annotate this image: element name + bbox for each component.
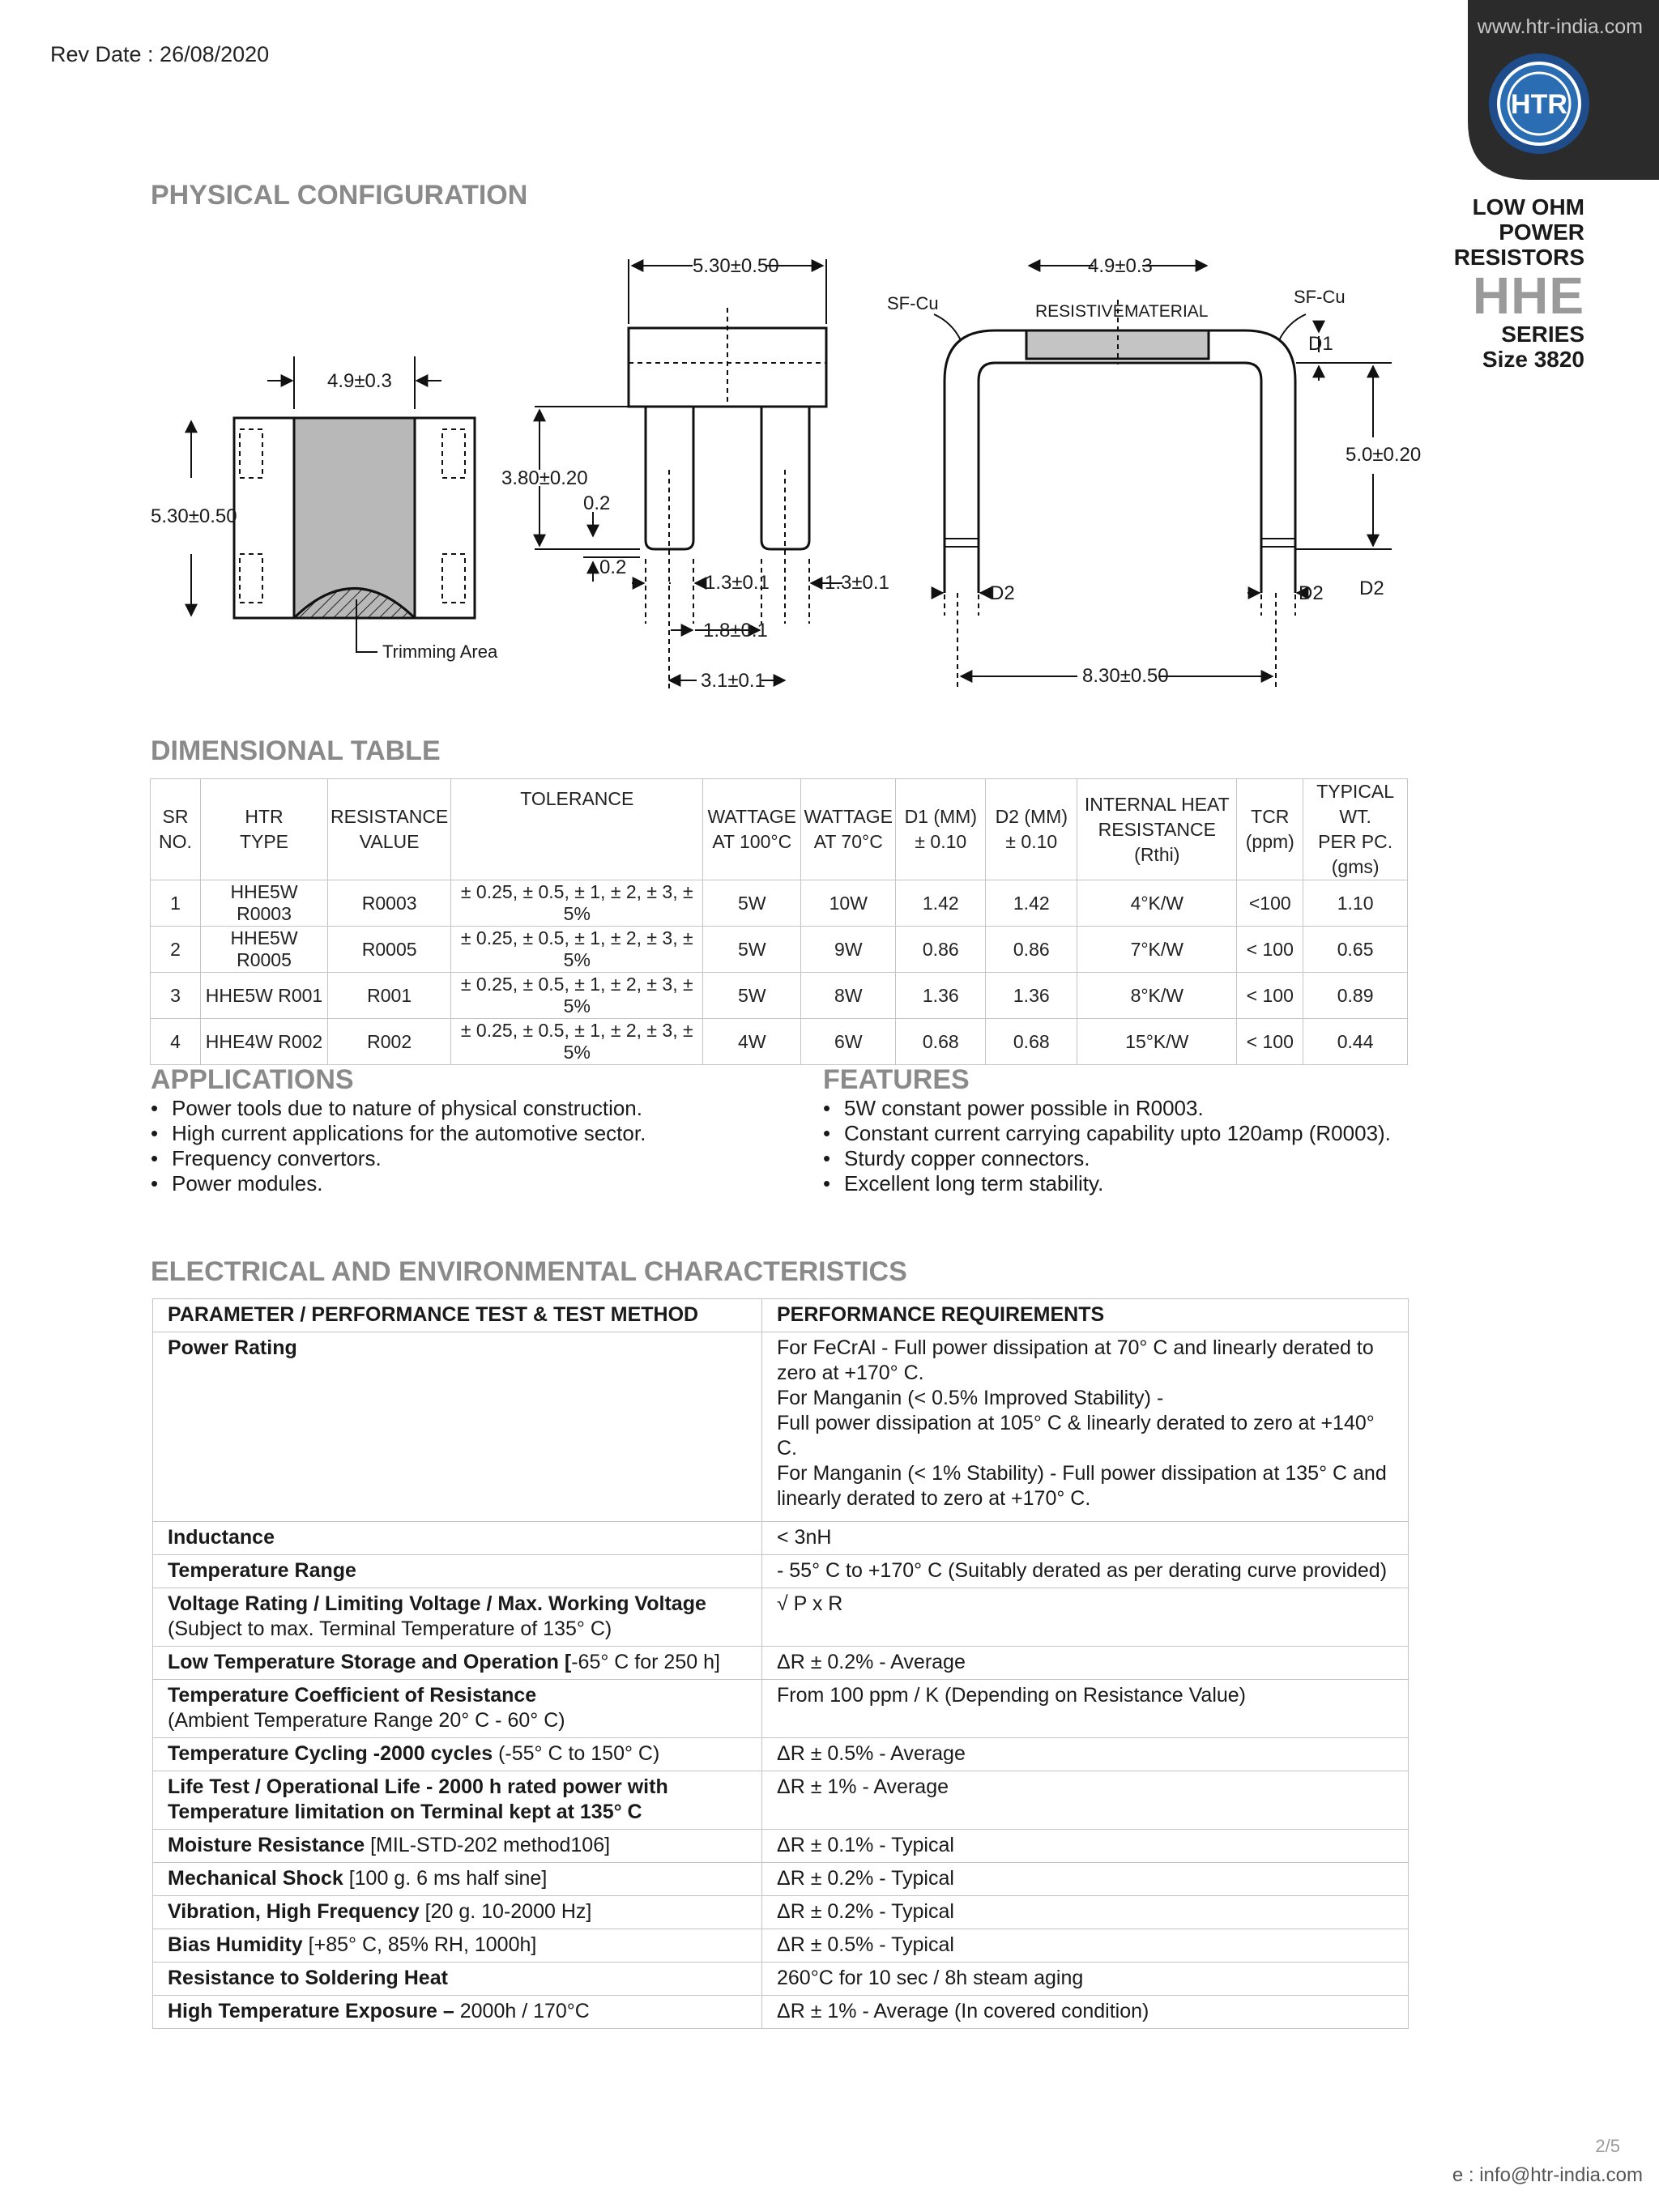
- table-row: [153, 1996, 1409, 2029]
- param-cell: High Temperature Exposure – 2000h / 170°C: [153, 1996, 762, 2029]
- req-cell: ΔR ± 0.5% - Typical: [762, 1929, 1409, 1963]
- cell: 0.86: [896, 927, 986, 973]
- lead-pitch-label: 1.8±0.1: [703, 620, 768, 641]
- req-cell: ΔR ± 1% - Average (In covered condition): [762, 1996, 1409, 2029]
- lead-span-label: 3.1±0.1: [701, 670, 766, 692]
- cell: 6W: [801, 1019, 896, 1065]
- side-width-label: 5.30±0.50: [693, 255, 779, 277]
- front-width-label: 4.9±0.3: [1088, 255, 1153, 277]
- cell: ± 0.25, ± 0.5, ± 1, ± 2, ± 3, ± 5%: [451, 973, 703, 1019]
- req-cell: ΔR ± 0.5% - Average: [762, 1738, 1409, 1771]
- cell: HHE5W R0003: [201, 880, 328, 927]
- table-row: [153, 1771, 1409, 1830]
- electrical-title: ELECTRICAL AND ENVIRONMENTAL CHARACTERISTICS: [151, 1256, 907, 1287]
- param-header: PARAMETER / PERFORMANCE TEST & TEST METHOD: [153, 1299, 762, 1332]
- col-resistance: RESISTANCE VALUE: [328, 779, 451, 880]
- param-cell: Moisture Resistance [MIL-STD-202 method106]: [153, 1830, 762, 1863]
- cell: 0.44: [1303, 1019, 1408, 1065]
- cell: ± 0.25, ± 0.5, ± 1, ± 2, ± 3, ± 5%: [451, 927, 703, 973]
- page-number: 2/5: [1595, 2136, 1620, 2156]
- trimming-area-label: Trimming Area: [382, 641, 498, 662]
- cell: 7°K/W: [1077, 927, 1237, 973]
- gap-top-label: 0.2: [583, 492, 611, 514]
- resistive-label: RESISTIVE: [1035, 302, 1124, 321]
- d2-left-label: D2: [990, 582, 1015, 604]
- col-wattage-70: WATTAGE AT 70°C: [801, 779, 896, 880]
- contact-email: e : info@htr-india.com: [1452, 2164, 1643, 2186]
- list-item: • Constant current carrying capability upto 120amp (R0003).: [823, 1121, 1552, 1146]
- cell: ± 0.25, ± 0.5, ± 1, ± 2, ± 3, ± 5%: [451, 1019, 703, 1065]
- website-url: www.htr-india.com: [1477, 15, 1643, 38]
- table-row: [153, 1830, 1409, 1863]
- cell: < 100: [1237, 1019, 1303, 1065]
- req-cell: ΔR ± 1% - Average: [762, 1771, 1409, 1830]
- cell: 1.36: [986, 973, 1077, 1019]
- front-span-label: 8.30±0.50: [1082, 665, 1169, 687]
- col-d2: D2 (MM) ± 0.10: [986, 779, 1077, 880]
- applications-list: [151, 1096, 815, 1196]
- lead-width-1-label: 1.3±0.1: [705, 572, 770, 594]
- col-d1: D1 (MM) ± 0.10: [896, 779, 986, 880]
- col-type: HTR TYPE: [201, 779, 328, 880]
- req-cell: - 55° C to +170° C (Suitably derated as per derating curve provided): [762, 1555, 1409, 1588]
- cell: 15°K/W: [1077, 1019, 1237, 1065]
- param-cell: Inductance: [153, 1522, 762, 1555]
- applications-title: APPLICATIONS: [151, 1064, 354, 1095]
- cell: 5W: [703, 927, 801, 973]
- col-heat-resistance: INTERNAL HEAT RESISTANCE (Rthi): [1077, 779, 1237, 880]
- svg-text:HTR: HTR: [1511, 89, 1567, 120]
- param-cell: Mechanical Shock [100 g. 6 ms half sine]: [153, 1863, 762, 1896]
- list-item: • Frequency convertors.: [151, 1146, 815, 1171]
- front-height-label: 5.0±0.20: [1346, 444, 1422, 466]
- req-cell: < 3nH: [762, 1522, 1409, 1555]
- list-item: • Sturdy copper connectors.: [823, 1146, 1552, 1171]
- list-item: • Power tools due to nature of physical construction.: [151, 1096, 815, 1121]
- table-header-row: [153, 1299, 1409, 1332]
- top-height-label: 5.30±0.50: [151, 505, 237, 527]
- series-name: HHE: [1472, 266, 1584, 325]
- cell: ± 0.25, ± 0.5, ± 1, ± 2, ± 3, ± 5%: [451, 880, 703, 927]
- table-row: [153, 1647, 1409, 1680]
- cell: HHE5W R0005: [201, 927, 328, 973]
- cell: R002: [328, 1019, 451, 1065]
- cell: 8°K/W: [1077, 973, 1237, 1019]
- cell: HHE5W R001: [201, 973, 328, 1019]
- d1-label: D1: [1308, 333, 1333, 355]
- physical-configuration-drawing: [0, 0, 1659, 713]
- series-line-1: LOW OHM: [1472, 194, 1584, 219]
- cell: 0.89: [1303, 973, 1408, 1019]
- param-cell: Temperature Cycling -2000 cycles (-55° C to 150° C): [153, 1738, 762, 1771]
- table-row: [153, 1896, 1409, 1929]
- list-item: • Excellent long term stability.: [823, 1171, 1552, 1196]
- table-row: [153, 1555, 1409, 1588]
- param-cell: Low Temperature Storage and Operation [-65° C for 250 h]: [153, 1647, 762, 1680]
- req-cell: ΔR ± 0.2% - Typical: [762, 1896, 1409, 1929]
- col-sr: SR NO.: [151, 779, 201, 880]
- req-cell: For FeCrAl - Full power dissipation at 70° C and linearly derated to zero at +170° C. For Manganin (< 0.5% Improved Stability) - Full power dissipation at 105° C & linearly derated to zero at +140° C. For Manganin (< 1% Stability) - Full power dissipation at 135° C and linearly derated to zero at +170° C.: [762, 1332, 1409, 1522]
- col-tcr: TCR (ppm): [1237, 779, 1303, 880]
- cell: 4°K/W: [1077, 880, 1237, 927]
- param-cell: Resistance to Soldering Heat: [153, 1963, 762, 1996]
- cell: < 100: [1237, 973, 1303, 1019]
- req-cell: 260°C for 10 sec / 8h steam aging: [762, 1963, 1409, 1996]
- col-wattage-100: WATTAGE AT 100°C: [703, 779, 801, 880]
- sf-cu-right-label: SF-Cu: [1294, 287, 1346, 307]
- table-row: [151, 1019, 1408, 1065]
- table-row: [153, 1332, 1409, 1522]
- features-list: [823, 1096, 1552, 1196]
- material-label: MATERIAL: [1124, 302, 1209, 321]
- cell: 9W: [801, 927, 896, 973]
- req-cell: ΔR ± 0.2% - Typical: [762, 1863, 1409, 1896]
- cell: R0003: [328, 880, 451, 927]
- cell: 1: [151, 880, 201, 927]
- param-cell: Temperature Range: [153, 1555, 762, 1588]
- series-line-3: RESISTORS: [1453, 245, 1584, 270]
- cell: 4: [151, 1019, 201, 1065]
- lead-width-2-label: 1.3±0.1: [825, 572, 889, 594]
- cell: 0.68: [896, 1019, 986, 1065]
- top-view: [191, 356, 475, 652]
- param-cell: Power Rating: [153, 1332, 762, 1522]
- features-title: FEATURES: [823, 1064, 970, 1095]
- param-cell: Temperature Coefficient of Resistance (Ambient Temperature Range 20° C - 60° C): [153, 1680, 762, 1738]
- electrical-table: [152, 1298, 1409, 2029]
- table-row: [151, 973, 1408, 1019]
- list-item: • 5W constant power possible in R0003.: [823, 1096, 1552, 1121]
- cell: R001: [328, 973, 451, 1019]
- cell: 0.86: [986, 927, 1077, 973]
- side-height-label: 3.80±0.20: [501, 467, 588, 489]
- list-item: • Power modules.: [151, 1171, 815, 1196]
- cell: HHE4W R002: [201, 1019, 328, 1065]
- cell: 1.36: [896, 973, 986, 1019]
- cell: 1.42: [896, 880, 986, 927]
- req-cell: ΔR ± 0.1% - Typical: [762, 1830, 1409, 1863]
- cell: 4W: [703, 1019, 801, 1065]
- cell: < 100: [1237, 927, 1303, 973]
- front-view: [932, 266, 1392, 688]
- cell: 10W: [801, 880, 896, 927]
- dimensional-table-title: DIMENSIONAL TABLE: [151, 735, 441, 766]
- series-line-5: Size 3820: [1482, 347, 1584, 372]
- table-row: [153, 1863, 1409, 1896]
- param-cell: Bias Humidity [+85° C, 85% RH, 1000h]: [153, 1929, 762, 1963]
- dimensional-table: [150, 778, 1408, 1065]
- list-item: • High current applications for the automotive sector.: [151, 1121, 815, 1146]
- revision-date: Rev Date : 26/08/2020: [50, 42, 270, 66]
- table-row: [153, 1588, 1409, 1647]
- cell: 8W: [801, 973, 896, 1019]
- req-cell: From 100 ppm / K (Depending on Resistance Value): [762, 1680, 1409, 1738]
- req-cell: √ P x R: [762, 1588, 1409, 1647]
- cell: 1.42: [986, 880, 1077, 927]
- table-row: [151, 880, 1408, 927]
- d2-right-label: D2: [1299, 582, 1324, 604]
- col-tolerance: TOLERANCE: [451, 779, 703, 880]
- cell: 0.68: [986, 1019, 1077, 1065]
- cell: 5W: [703, 973, 801, 1019]
- sf-cu-left-label: SF-Cu: [887, 293, 939, 313]
- cell: <100: [1237, 880, 1303, 927]
- col-weight: TYPICAL WT. PER PC. (gms): [1303, 779, 1408, 880]
- cell: 5W: [703, 880, 801, 927]
- table-row: [153, 1522, 1409, 1555]
- series-line-2: POWER: [1499, 219, 1584, 245]
- table-row: [153, 1738, 1409, 1771]
- cell: R0005: [328, 927, 451, 973]
- cell: 0.65: [1303, 927, 1408, 973]
- param-cell: Vibration, High Frequency [20 g. 10-2000 Hz]: [153, 1896, 762, 1929]
- physical-configuration-title: PHYSICAL CONFIGURATION: [151, 180, 528, 211]
- req-header: PERFORMANCE REQUIREMENTS: [762, 1299, 1409, 1332]
- param-cell: Voltage Rating / Limiting Voltage / Max. Working Voltage (Subject to max. Terminal Temperature of 135° C): [153, 1588, 762, 1647]
- param-cell: Life Test / Operational Life - 2000 h rated power with Temperature limitation on Terminal kept at 135° C: [153, 1771, 762, 1830]
- table-row: [153, 1680, 1409, 1738]
- cell: 1.10: [1303, 880, 1408, 927]
- gap-bottom-label: 0.2: [599, 556, 627, 578]
- top-width-label: 4.9±0.3: [327, 370, 392, 392]
- req-cell: ΔR ± 0.2% - Average: [762, 1647, 1409, 1680]
- table-row: [153, 1963, 1409, 1996]
- cell: 3: [151, 973, 201, 1019]
- cell: 2: [151, 927, 201, 973]
- table-row: [151, 927, 1408, 973]
- d2-far-label: D2: [1359, 578, 1384, 599]
- series-line-4: SERIES: [1501, 322, 1584, 347]
- table-header-row: [151, 779, 1408, 880]
- table-row: [153, 1929, 1409, 1963]
